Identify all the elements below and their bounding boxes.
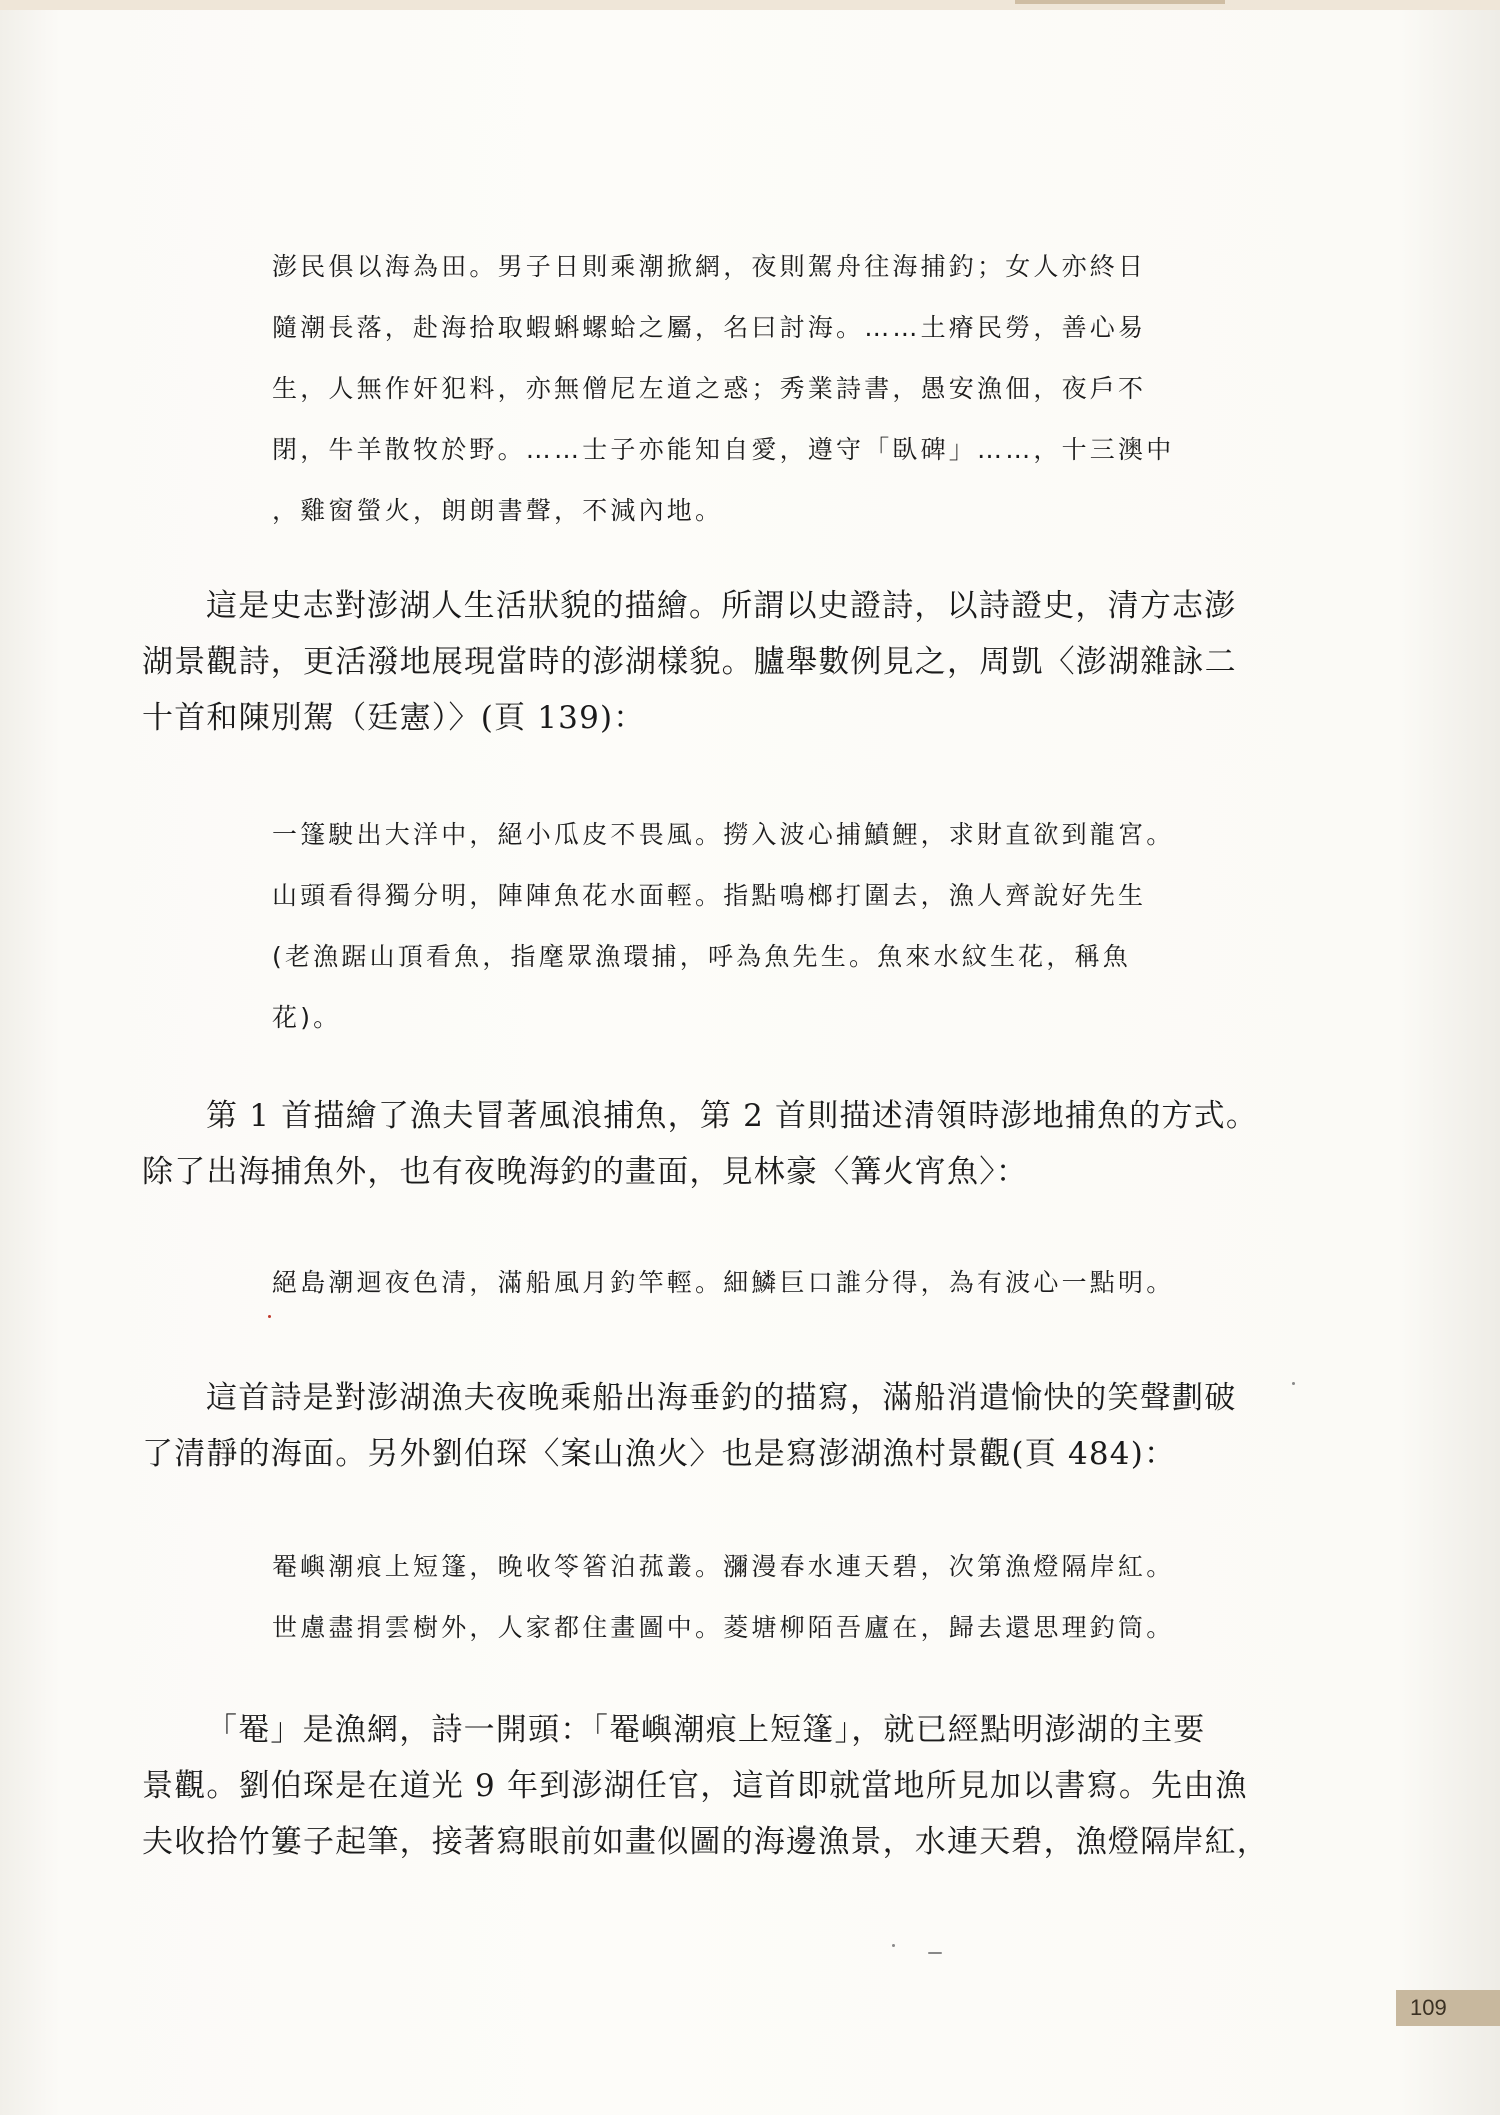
header-strip [0,0,1500,10]
quote-line: 絕島潮迴夜色清，滿船風月釣竿輕。細鱗巨口誰分得，為有波心一點明。 [272,1268,1175,1297]
quote-block-4 [272,1536,1257,1658]
paragraph-line: 「罨」是漁網，詩一開頭：「罨嶼潮痕上短篷」，就已經點明澎湖的主要 [206,1712,1206,1748]
paragraph-line: 湖景觀詩，更活潑地展現當時的澎湖樣貌。臚舉數例見之，周凱〈澎湖雜詠二 [142,644,1237,680]
scan-speck [268,1315,271,1318]
page-number: 109 [1396,1990,1500,2026]
quote-line: (老漁踞山頂看魚，指麾眾漁環捕，呼為魚先生。魚來水紋生花，稱魚 [272,942,1131,971]
quote-line: 山頭看得獨分明，陣陣魚花水面輕。指點鳴榔打圍去，漁人齊說好先生 [272,881,1147,910]
paragraph-line: 十首和陳別駕（廷憲）〉(頁 139)： [142,700,646,736]
quote-line: 生，人無作奸犯料，亦無僧尼左道之惑；秀業詩書，愚安漁佃，夜戶不 [272,374,1147,403]
quote-block-1 [272,236,1257,541]
quote-line: 世慮盡捐雲樹外，人家都住畫圖中。菱塘柳陌吾廬在，歸去還思理釣筒。 [272,1613,1175,1642]
paragraph-1 [142,578,1257,746]
paragraph-line: 這首詩是對澎湖漁夫夜晚乘船出海垂釣的描寫，滿船消遣愉快的笑聲劃破 [206,1380,1237,1416]
quote-line: 澎民俱以海為田。男子日則乘潮掀網，夜則駕舟往海捕釣；女人亦終日 [272,252,1147,281]
paragraph-line: 景觀。劉伯琛是在道光 9 年到澎湖任官，這首即就當地所見加以書寫。先由漁 [142,1768,1248,1804]
quote-block-2 [272,804,1257,1048]
quote-line: 罨嶼潮痕上短篷，晚收笭箵泊菰叢。瀰漫春水連天碧，次第漁燈隔岸紅。 [272,1552,1175,1581]
paragraph-3 [142,1370,1257,1482]
paragraph-4 [142,1702,1269,1870]
scan-speck [892,1944,895,1947]
quote-block-3 [272,1252,1257,1313]
quote-line: ，雞窗螢火，朗朗書聲，不減內地。 [272,496,724,525]
quote-line: 隨潮長落，赴海拾取蝦蝌螺蛤之屬，名曰討海。……土瘠民勞，善心易 [272,313,1147,342]
paragraph-line: 夫收拾竹簍子起筆，接著寫眼前如畫似圖的海邊漁景，水連天碧，漁燈隔岸紅， [142,1824,1269,1860]
scan-speck [928,1952,942,1954]
paragraph-line: 了清靜的海面。另外劉伯琛〈案山漁火〉也是寫澎湖漁村景觀(頁 484)： [142,1436,1177,1472]
paragraph-line: 這是史志對澎湖人生活狀貌的描繪。所謂以史證詩，以詩證史，清方志澎 [206,588,1237,624]
scan-speck [1292,1382,1295,1385]
quote-line: 閉，牛羊散牧於野。……士子亦能知自愛，遵守「臥碑」……，十三澳中 [272,435,1175,464]
quote-line: 花)。 [272,1003,342,1032]
paragraph-2 [142,1088,1257,1200]
paragraph-line: 除了出海捕魚外，也有夜晚海釣的畫面，見林豪〈篝火宵魚〉： [142,1154,1029,1190]
paragraph-line: 第 1 首描繪了漁夫冒著風浪捕魚，第 2 首則描述清領時澎地捕魚的方式。 [206,1098,1259,1134]
quote-line: 一篷駛出大洋中，絕小瓜皮不畏風。撈入波心捕鱝鯉，求財直欲到龍宮。 [272,820,1175,849]
header-mark [1015,0,1225,4]
